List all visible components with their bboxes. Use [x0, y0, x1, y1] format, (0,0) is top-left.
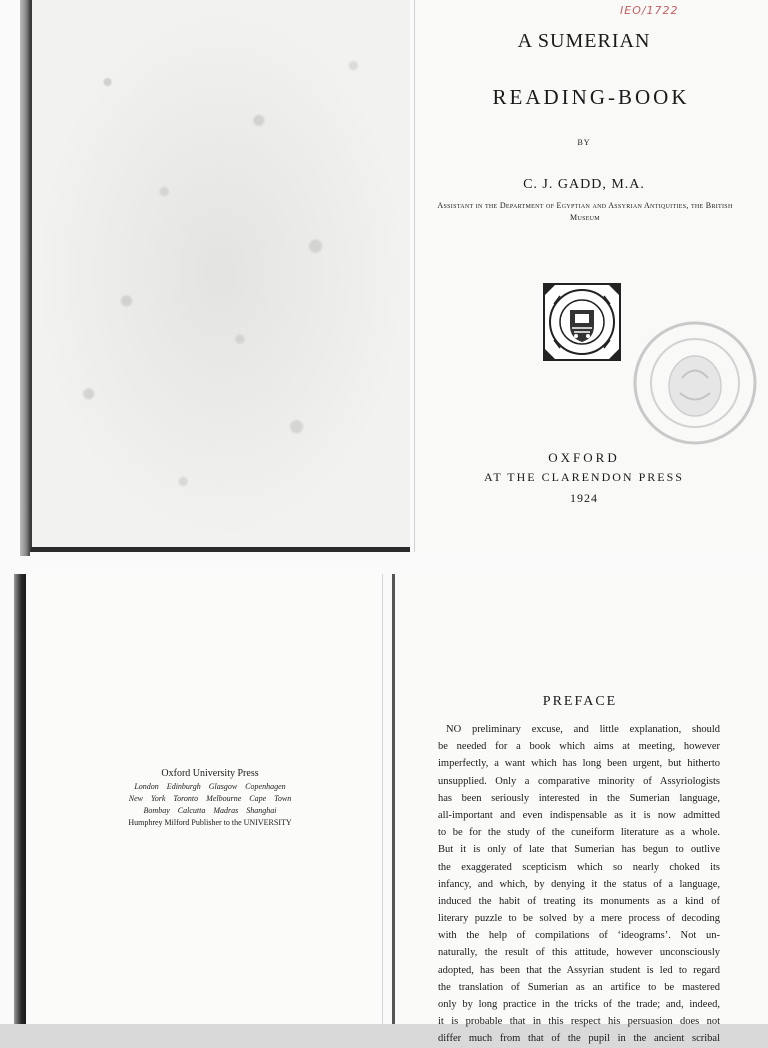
book-binding-edge-bottom — [14, 574, 26, 1024]
imprint-cities-line: New York Toronto Melbourne Cape Town — [128, 794, 292, 803]
preface-line: be needed for a book which aims at meeting, however — [438, 741, 720, 753]
book-binding-edge — [20, 0, 30, 556]
blank-foxed-page — [30, 0, 410, 552]
publisher-name: AT THE CLARENDON PRESS — [484, 470, 684, 484]
publication-year: 1924 — [570, 491, 598, 505]
preface-line: adopted, has been that the Assyrian student is led to regard — [438, 964, 720, 976]
preface-line: has been seriously interested in the Sumerian language, — [438, 792, 720, 804]
library-seal-stamp — [630, 318, 760, 448]
preface-line: all-important and even indispensable as it is now admitted — [438, 809, 720, 821]
preface-line: only by long practice in the tricks of the trade; and, indeed, — [438, 999, 720, 1010]
preface-heading: PREFACE — [542, 694, 618, 709]
preface-line: naturally, the result of this attitude, however unconsciously — [438, 947, 720, 959]
shelfmark-handwritten: IEO/1722 — [620, 4, 679, 17]
preface-line: unsupplied. Only a comparative minority of Assyriologists — [438, 775, 720, 787]
publisher-imprint — [95, 768, 325, 827]
oxford-university-press-device — [542, 282, 622, 362]
author-name: C. J. GADD, M.A. — [523, 177, 645, 192]
preface-line: But it is only of late that Sumerian has begun to outlive — [438, 844, 720, 856]
preface-line: it is probable that in this respect his persuasion does not — [438, 1016, 720, 1028]
preface-body — [438, 721, 720, 1048]
preface-line: NO preliminary excuse, and little explanation, should — [446, 724, 720, 735]
publisher-city: OXFORD — [548, 450, 620, 465]
imprint-cities-line: London Edinburgh Glasgow Copenhagen — [134, 782, 286, 791]
imprint-cities-line: Bombay Calcutta Madras Shanghai — [143, 806, 277, 815]
preface-line: the translation of Sumerian as an artifice to be mastered — [438, 981, 720, 993]
preface-line: literary puzzle to be solved by a mere process of decoding — [438, 913, 720, 925]
preface-line: differ much from that of the pupil in the ancient scribal — [438, 1033, 720, 1045]
preface-line: the exaggerated scepticism which so nearly choked its — [438, 861, 720, 873]
preface-line: infancy, and which, by denying it the status of a language, — [438, 878, 720, 890]
preface-line: with the help of compilations of ‘ideograms’. Not un- — [438, 930, 720, 942]
imprint-title: Oxford University Press — [161, 768, 259, 779]
preface-line: induced the habit of treating its monuments as a kind of — [438, 895, 720, 907]
book-title-line-2: READING-BOOK — [492, 85, 690, 109]
preface-line: imperfectly, a want which has long been urgent, but hitherto — [438, 758, 720, 770]
preface-line: to be for the study of the cuneiform literature as a whole. — [438, 827, 720, 839]
book-title-line-1: A SUMERIAN — [517, 30, 651, 52]
by-label: BY — [577, 138, 591, 147]
author-role: Assistant in the Department of Egyptian and Assyrian Antiquities, the British Museum — [437, 201, 733, 222]
imprint-publisher-line: Humphrey Milford Publisher to the UNIVERSITY — [128, 818, 292, 827]
